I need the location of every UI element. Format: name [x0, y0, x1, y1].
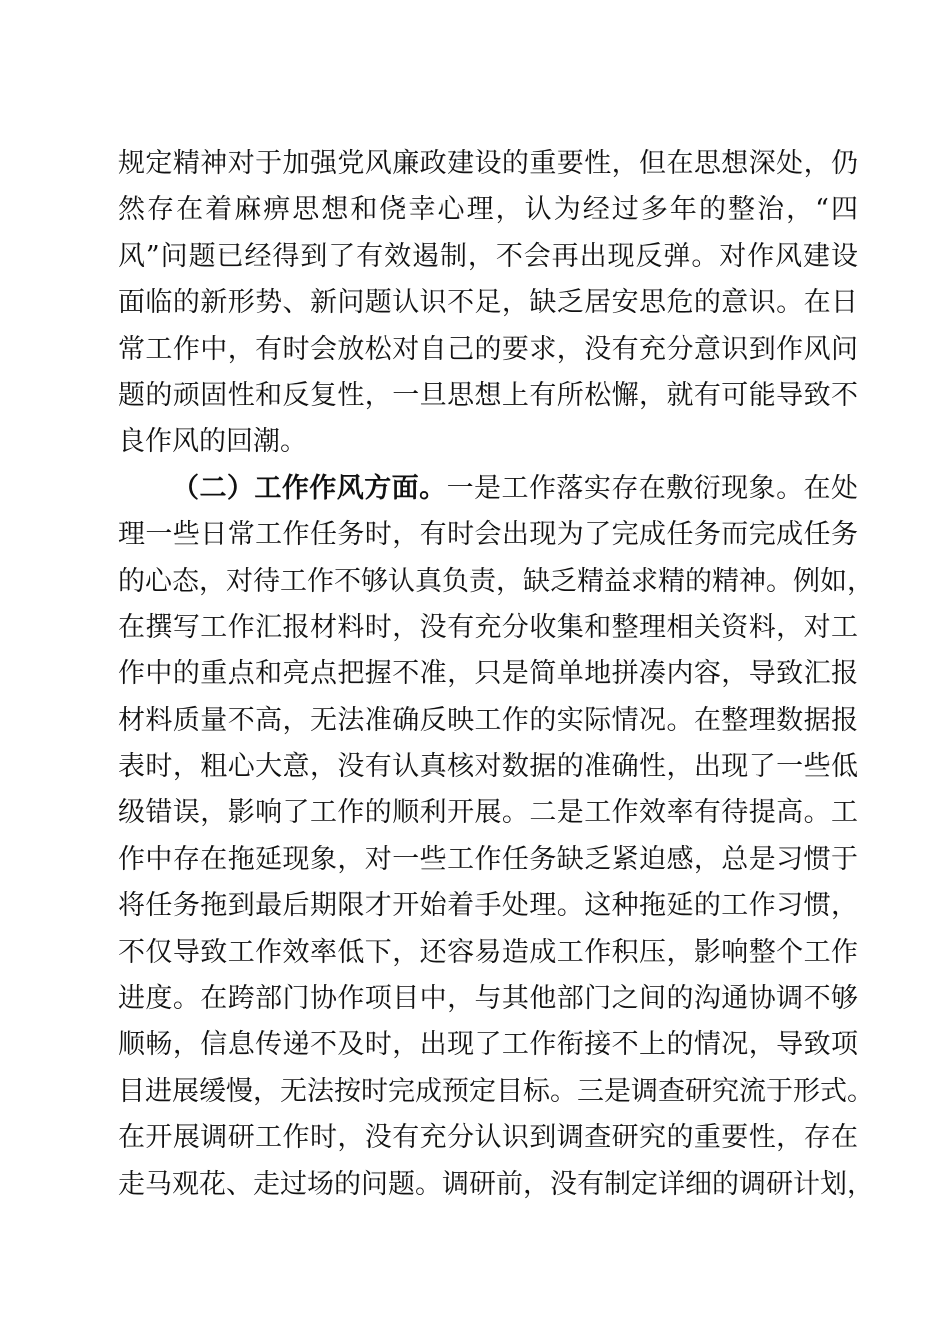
paragraph-line: 目进展缓慢，无法按时完成预定目标。三是调查研究流于形式。	[118, 1075, 874, 1107]
document-body	[118, 141, 874, 1208]
paragraph-line: 表时，粗心大意，没有认真核对数据的准确性，出现了一些低	[118, 751, 858, 783]
paragraph-line: 常工作中，有时会放松对自己的要求，没有充分意识到作风问	[118, 333, 858, 365]
paragraph-line: 不仅导致工作效率低下，还容易造成工作积压，影响整个工作	[118, 936, 858, 968]
paragraph-line: 良作风的回潮。	[118, 426, 307, 458]
paragraph-line: 走马观花、走过场的问题。调研前，没有制定详细的调研计划，	[118, 1168, 874, 1200]
paragraph-line: 作中的重点和亮点把握不准，只是简单地拼凑内容，导致汇报	[118, 658, 858, 690]
paragraph-line: 将任务拖到最后期限才开始着手处理。这种拖延的工作习惯，	[118, 890, 858, 922]
paragraph-line: 在开展调研工作时，没有充分认识到调查研究的重要性，存在	[118, 1122, 858, 1154]
paragraph-first-line	[118, 466, 858, 512]
paragraph-line: 在撰写工作汇报材料时，没有充分收集和整理相关资料，对工	[118, 611, 858, 643]
paragraph-line: 理一些日常工作任务时，有时会出现为了完成任务而完成任务	[118, 519, 858, 551]
paragraph-line: 进度。在跨部门协作项目中，与其他部门之间的沟通协调不够	[118, 983, 858, 1015]
paragraph-line: 级错误，影响了工作的顺利开展。二是工作效率有待提高。工	[118, 797, 858, 829]
paragraph-line: 题的顽固性和反复性，一旦思想上有所松懈，就有可能导致不	[118, 379, 858, 411]
paragraph-line: 的心态，对待工作不够认真负责，缺乏精益求精的精神。例如，	[118, 565, 874, 597]
paragraph-line: 作中存在拖延现象，对一些工作任务缺乏紧迫感，总是习惯于	[118, 843, 858, 875]
paragraph-line: 规定精神对于加强党风廉政建设的重要性，但在思想深处，仍	[118, 148, 858, 179]
paragraph-work-style	[118, 466, 874, 1208]
section-heading: （二）工作作风方面。	[172, 472, 447, 504]
paragraph-first-line-text: 一是工作落实存在敷衍现象。在处	[446, 472, 859, 504]
paragraph-line: 材料质量不高，无法准确反映工作的实际情况。在整理数据报	[118, 704, 858, 736]
paragraph-line: 风”问题已经得到了有效遏制，不会再出现反弹。对作风建设	[118, 240, 858, 272]
paragraph-line: 面临的新形势、新问题认识不足，缺乏居安思危的意识。在日	[118, 287, 858, 319]
paragraph-line: 顺畅，信息传递不及时，出现了工作衔接不上的情况，导致项	[118, 1029, 858, 1061]
paragraph-discipline-awareness	[118, 141, 858, 466]
paragraph-line: 然存在着麻痹思想和侥幸心理，认为经过多年的整治，“四	[118, 194, 858, 226]
